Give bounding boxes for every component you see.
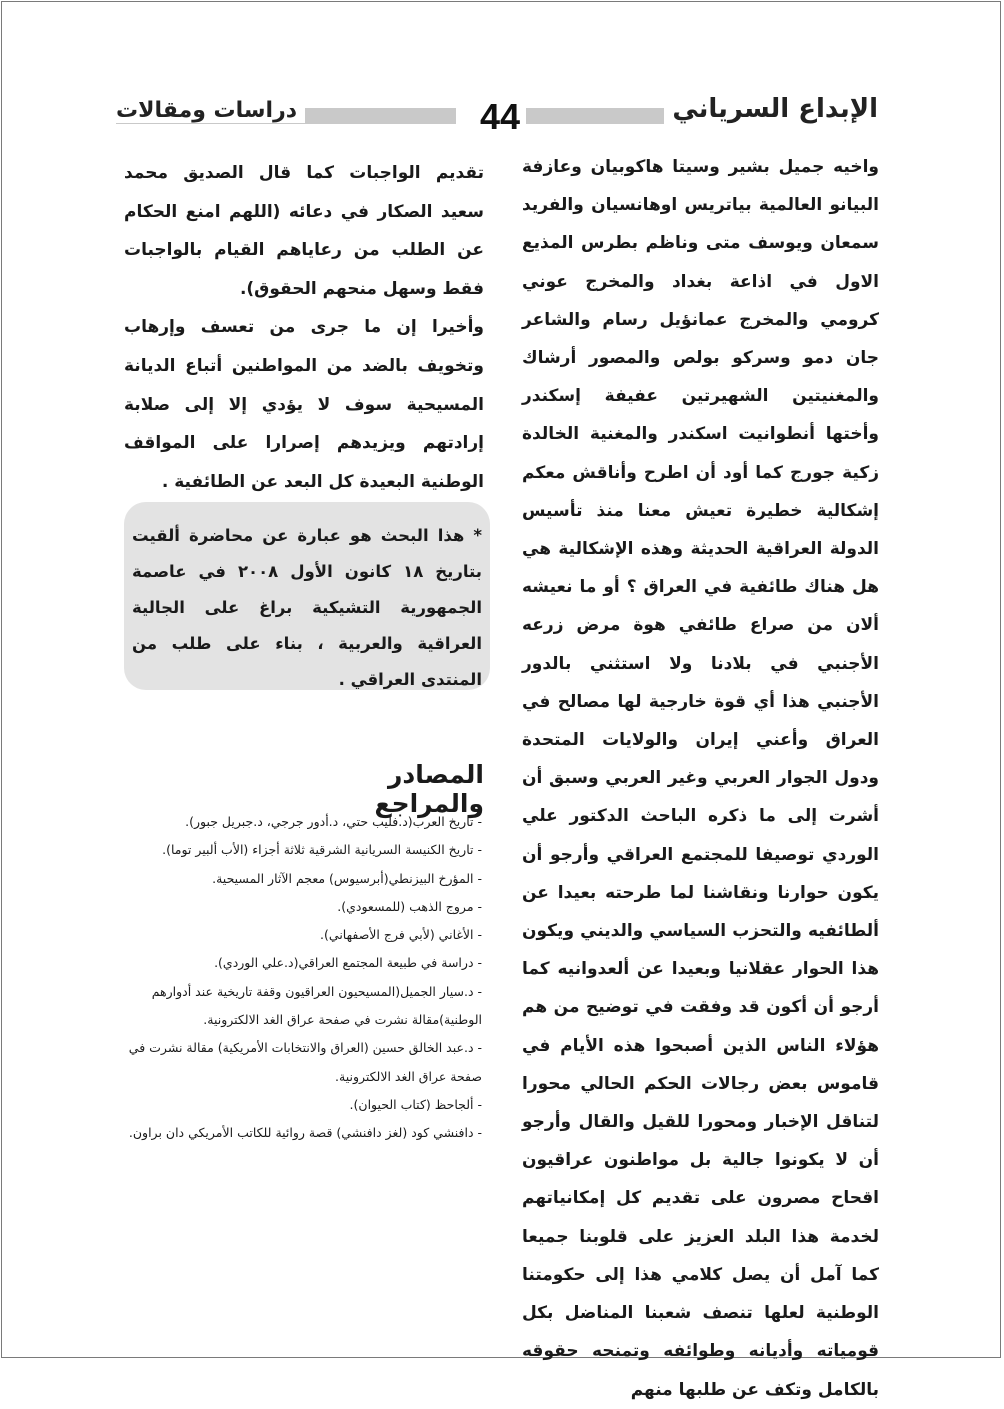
body-paragraph: وأخيرا إن ما جرى من تعسف وإرهاب وتخويف بالضد من المواطنين أتباع الديانة المسيحية سوف لا يؤدي إلا إلى صلابة إرادتهم ويزيدهم إصرارا على المواقف الوطنية البعيدة كل البعد عن الطائفية . bbox=[124, 317, 484, 492]
reference-item: - د.عبد الخالق حسين (العراق والانتخابات الأمريكية) مقالة نشرت في صفحة عراق الغد الالكترونية. bbox=[128, 1040, 482, 1084]
body-paragraph: تقديم الواجبات كما قال الصديق محمد سعيد الصكار في دعائه (اللهم امنع الحكام عن الطلب من رعاياهم القيام بالواجبات فقط وسهل منحهم الحقوق). bbox=[124, 163, 484, 299]
reference-item: - تاريخ العرب(د.فليب حتي، د.أدور جرجي، د.جبريل جبور). bbox=[185, 814, 482, 829]
reference-item: - ألجاحظ (كتاب الحيوان). bbox=[349, 1096, 482, 1112]
reference-item: - دافنشي كود (لغز دافنشي) قصة روائية للكاتب الأمريكي دان براون. bbox=[128, 1125, 482, 1141]
reference-item: - د.سيار الجميل(المسيحيون العراقيون وقفة تاريخية عند أدوارهم الوطنية)مقالة نشرت في صفحة عراق الغد الالكترونية. bbox=[151, 983, 482, 1028]
lecture-note-text: * هذا البحث هو عبارة عن محاضرة ألقيت بتاريخ ١٨ كانون الأول ٢٠٠٨ في عاصمة الجمهورية التشيكية براغ على الجالية العراقية والعربية ، بناء على طلب من المنتدى العراقي . bbox=[132, 526, 482, 689]
page-number: 44 bbox=[480, 96, 521, 137]
lecture-note-box bbox=[124, 502, 490, 690]
reference-item: - دراسة في طبيعة المجتمع العراقي(د.علي الوردي). bbox=[214, 955, 482, 971]
references-list bbox=[126, 808, 482, 1148]
reference-item: - الأغاني (لأبي فرج الأصفهاني). bbox=[320, 927, 482, 943]
reference-item: - المؤرخ البيزنطي(أبرسيوس) معجم الآثار المسيحية. bbox=[212, 870, 482, 886]
section-title: دراسات ومقالات bbox=[116, 98, 305, 123]
magazine-title: الإبداع السرياني bbox=[664, 94, 878, 124]
reference-item: - مروج الذهب (للمسعودي). bbox=[337, 898, 482, 914]
reference-item: - تاريخ الكنيسة السريانية الشرقية ثلاثة أجزاء (الأب ألبير توما). bbox=[162, 842, 482, 858]
right-column bbox=[522, 148, 879, 1409]
left-column bbox=[124, 154, 484, 501]
body-paragraph: واخيه جميل بشير وسيتا هاكوبيان وعازفة البيانو العالمية بياتريس اوهانسيان والفريد سمعان ويوسف متى وناظم بطرس المذيع الاول في اذاعة بغداد والمخرج عوني كرومي والمخرج عمانؤيل رسام والشاعر جان دمو وسركو بولص والمصور أرشاك والمغنيتين الشهيرتين عفيفة إسكندر وأختها أنطوانيت اسكندر والمغنية الخالدة زكية جورج كما أود أن اطرح وأناقش معكم إشكالية خطيرة تعيش معنا منذ تأسيس الدولة العراقية الحديثة وهذه الإشكالية هي هل هناك طائفية في العراق ؟ أو ما نعيشه ألان من صراع طائفي هوة مرض زرعه الأجنبي في بلادنا ولا استثني بالدور الأجنبي هذا أي قوة خارجية لها مصالح في العراق وأعني إيران والولايات المتحدة ودول الجوار العربي وغير العربي وسبق أن أشرت إلى ما ذكره الباحث الدكتور علي الوردي توصيفا للمجتمع العراقي وأرجو أن يكون حوارنا ونقاشنا لما طرحته بعيدا عن ألطائفيه والتحزب السياسي والديني ويكون هذا الحوار عقلانيا وبعيدا عن ألعدوانيه كما أرجو أن أكون قد وفقت في توضيح من هم هؤلاء الناس الذين أصبحوا هذه الأيام في قاموس بعض رجالات الحكم الحالي محورا لتناقل الإخبار ومحورا للقيل والقال وأرجو أن لا يكونوا جالية بل مواطنون عراقيون اقحاح مصرون على تقديم كل إمكانياتهم لخدمة هذا البلد العزيز على قلوبنا جميعا كما آمل أن يصل كلامي هذا إلى حكومتنا الوطنية لعلها تنصف شعبنا المناضل بكل قومياته وأديانه وطوائفه وتمنحه حقوقه بالكامل وتكف عن طلبها منهم bbox=[522, 157, 879, 1400]
references-title: المصادر والمراجع bbox=[374, 760, 484, 818]
